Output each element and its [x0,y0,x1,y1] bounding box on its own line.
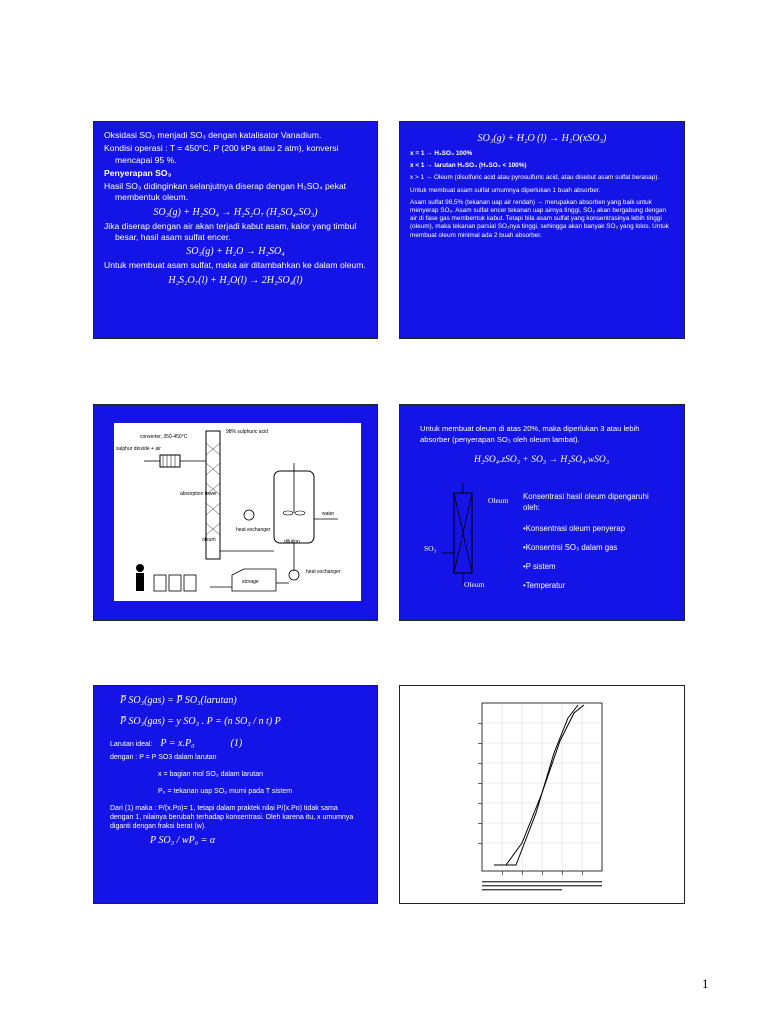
list-item: •P sistem [523,562,556,571]
curve-1 [494,705,578,865]
text-line: Asam sulfat 98,5% (tekanan uap air rendah) → merupakan absorben yang baik untuk menyerap SO₃. Asam sulfat encer tekanan uap airnya tinggi, SO₃ akan bergabung dengan air di fase gas membentuk kabut. Tetapi bila asam sulfat yang konsentrasinya lebih tinggi (oleum), maka tekanan parsial SO₃nya tinggi, sehingga akan banyak SO₃ yang lolos. Untuk membuat oleum minimal ada 2 buah absorber. [410,198,669,239]
label-heat-exchanger-2: heat exchanger [306,569,341,575]
equation-number: (1) [230,738,243,749]
text-line: Untuk membuat asam sulfat umumnya diperlukan 1 buah absorber. [410,186,601,194]
label-converter: converter, 350-450°C [140,434,188,440]
text-line: x > 1 → Oleum (disulfuric acid atau pyrosulfuric acid, atau disebut asam sulfat berasap). [410,174,660,182]
slide-5 [93,685,378,904]
process-diagram-svg [114,423,361,601]
equation: H₂SO₄.zSO₃ + SO₃ → H₂SO₄.wSO₃ [474,455,610,465]
label-storage: storage [242,579,259,585]
text-line: x = bagian mol SO₃ dalam larutan [158,771,263,778]
curve-2 [506,705,584,865]
list-item: •Temperatur [523,581,566,590]
label-sulphur-dioxide: sulphur dioxide + air [116,446,161,452]
notes-heading: Konsentrasi hasil oleum dipengaruhi oleh: [523,492,649,512]
text-line: Kondisi operasi : T = 450°C, P (200 kPa atau 2 atm), konversi mencapai 95 %. [104,143,339,165]
equation: P̅ SO₃(gas) = y SO₃ . P = (n SO₃ / n t) P [120,716,281,727]
equation-ideal: P = x.P₀ [160,738,195,749]
section-heading: Penyerapan SO₃ [104,167,172,178]
equation: SO₃(g) + H₂SO₄ → H₂S₂O₇ (H₂SO₄.SO₃) [153,206,318,218]
text-line: x < 1 → larutan H₂SO₄ (H₂SO₄ < 100%) [410,162,527,170]
slide-4 [399,404,685,621]
equation: SO₃(g) + H₂O (l) → H₂O(xSO₃) [477,133,607,144]
page-number: 1 [702,976,709,991]
equation: H₂S₂O₇(l) + H₂O(l) → 2H₂SO₄(l) [168,274,303,286]
drum [154,575,166,591]
process-diagram [114,423,361,601]
notes-list [523,491,658,599]
heat-exchanger-1-shape [244,510,254,520]
text-line: Oksidasi SO₂ menjadi SO₃ dengan katalisator Vanadium. [104,130,322,140]
heat-exchanger-2-shape [289,570,299,580]
drum [184,575,196,591]
grid-lines [482,703,602,871]
caption-lines [482,881,602,890]
list-item: •Konsentrasi oleum penyerap [523,524,625,533]
vapor-pressure-graph [464,693,616,898]
label-dilution: dilution [284,539,300,545]
label-oleum-out: Oleum [464,580,485,589]
label-absorption-tower: absorption tower [180,491,217,497]
tick-marks [478,723,583,875]
text-line: Hasil SO₃ didinginkan selanjutnya diserap dengan H₂SO₄ pekat membentuk oleum. [104,181,347,203]
slide-6 [399,685,685,904]
text-line: Untuk membuat asam sulfat, maka air ditambahkan ke dalam oleum. [104,260,366,271]
text-line: dengan : P = P SO3 dalam larutan [110,754,217,761]
text-line: P₀ = tekanan uap SO₃ murni pada T sistem [158,788,293,795]
equation: P SO₃ / wP₀ = α [150,835,216,846]
label-so3: SO₃ [424,544,437,553]
label-water: water [322,511,335,517]
text-block: Untuk membuat oleum di atas 20%, maka diperlukan 3 atau lebih absorber (penyerapan SO₃ oleh oleum lambat). [420,424,640,444]
equation: P̅ SO₃(gas) = P̅ SO₃(larutan) [120,695,237,706]
text-line: Jika diserap dengan air akan terjadi kabut asam, kalor yang timbul besar, hasil asam sulfat encer. [104,220,357,243]
label-oleum-in: Oleum [488,496,509,505]
person-figure [136,564,144,572]
absorber-diagram [416,481,536,601]
label-acid: 98% sulphuric acid [226,429,268,435]
list-item: •Konsentrsi SO₃ dalam gas [523,543,618,552]
equation: SO₃(g) + H₂O → H₂SO₄ [186,246,285,258]
slide-1 [93,121,378,339]
drum [169,575,181,591]
slide-2 [399,121,685,339]
label-ideal-solution: Larutan ideal: [110,741,153,748]
text-line: x = 1 → H₂SO₄ 100% [410,150,473,157]
slide-3 [93,404,378,621]
text-block: Dari (1) maka : P/(x.Po)= 1, tetapi dalam praktek nilai P/(x.Po) tidak sama dengan 1, nilainya berubah terhadap konsentrasi. Oleh karena itu, x umumnya diganti dengan fraksi berat (w). [110,805,354,830]
label-heat-exchanger-1: heat exchanger [236,527,271,533]
graph-svg [464,693,616,898]
label-oleum: oleum [202,537,216,543]
